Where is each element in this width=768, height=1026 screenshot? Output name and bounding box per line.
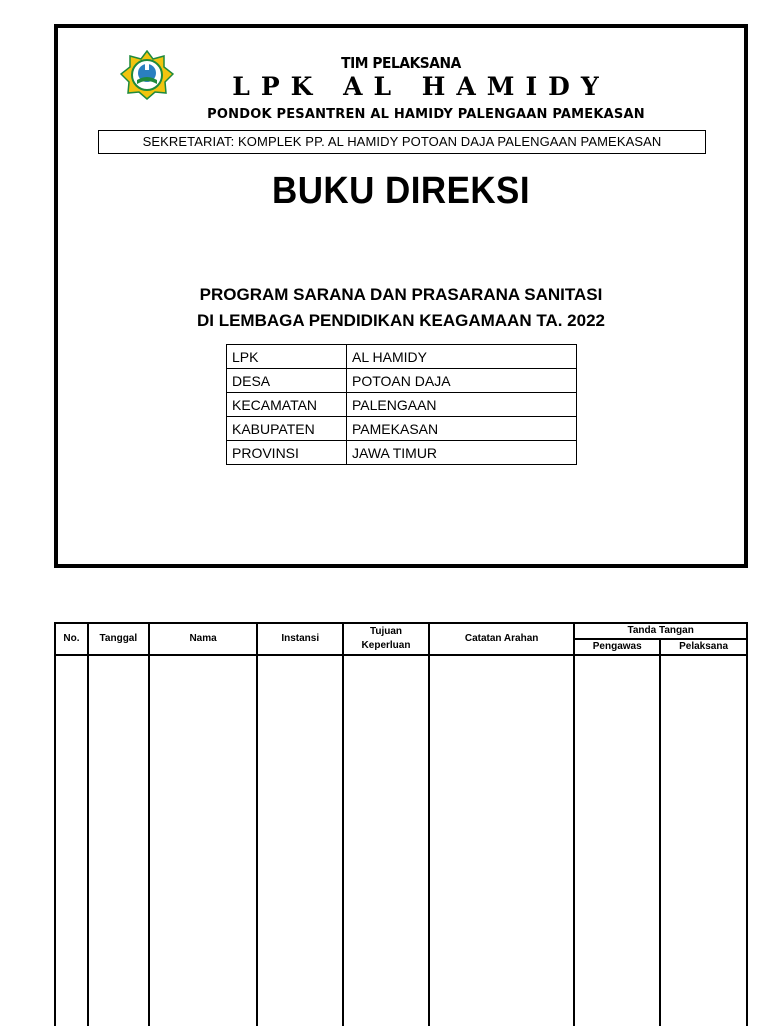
org-title: TIM PELAKSANA: [341, 54, 461, 72]
info-value: PALENGAAN: [347, 393, 577, 417]
info-value: POTOAN DAJA: [347, 369, 577, 393]
info-row: [227, 345, 577, 369]
cell-no: [55, 655, 88, 1026]
info-label: PROVINSI: [227, 441, 347, 465]
col-tujuan-line-1: Tujuan: [369, 626, 403, 637]
cell-catatan: [429, 655, 574, 1026]
info-row: [227, 441, 577, 465]
log-header-row: [55, 623, 747, 639]
col-tujuan-keperluan: [343, 623, 429, 655]
info-label: KABUPATEN: [227, 417, 347, 441]
col-catatan-arahan: Catatan Arahan: [429, 623, 574, 655]
col-pelaksana: Pelaksana: [660, 639, 747, 655]
location-info-table: [226, 344, 577, 465]
info-row: [227, 369, 577, 393]
page-title: BUKU DIREKSI: [271, 170, 531, 212]
info-value: PAMEKASAN: [347, 417, 577, 441]
col-nama: Nama: [149, 623, 258, 655]
col-instansi: Instansi: [257, 623, 343, 655]
info-value: AL HAMIDY: [347, 345, 577, 369]
info-label: KECAMATAN: [227, 393, 347, 417]
cover-page: [54, 24, 748, 568]
program-line-2: DI LEMBAGA PENDIDIKAN KEAGAMAAN TA. 2022: [196, 311, 606, 330]
org-name: LPK AL HAMIDY: [232, 72, 610, 101]
cell-tanggal: [88, 655, 149, 1026]
info-label: LPK: [227, 345, 347, 369]
col-pengawas: Pengawas: [574, 639, 660, 655]
cell-pelaksana: [660, 655, 747, 1026]
info-row: [227, 393, 577, 417]
info-row: [227, 417, 577, 441]
cell-pengawas: [574, 655, 660, 1026]
table-row: [55, 655, 747, 1026]
program-description: [58, 282, 744, 334]
col-tanggal: Tanggal: [88, 623, 149, 655]
institution-name: PONDOK PESANTREN AL HAMIDY PALENGAAN PAMEKASAN: [207, 107, 645, 122]
col-tanda-tangan: Tanda Tangan: [574, 623, 747, 639]
cell-nama: [149, 655, 258, 1026]
secretariat-address: SEKRETARIAT: KOMPLEK PP. AL HAMIDY POTOAN DAJA PALENGAAN PAMEKASAN: [98, 130, 706, 154]
program-line-1: PROGRAM SARANA DAN PRASARANA SANITASI: [199, 285, 603, 304]
info-value: JAWA TIMUR: [347, 441, 577, 465]
col-tujuan-line-2: Keperluan: [361, 640, 411, 651]
cell-instansi: [257, 655, 343, 1026]
col-no: No.: [55, 623, 88, 655]
direction-log-table: [54, 622, 748, 1026]
cell-tujuan: [343, 655, 429, 1026]
info-label: DESA: [227, 369, 347, 393]
